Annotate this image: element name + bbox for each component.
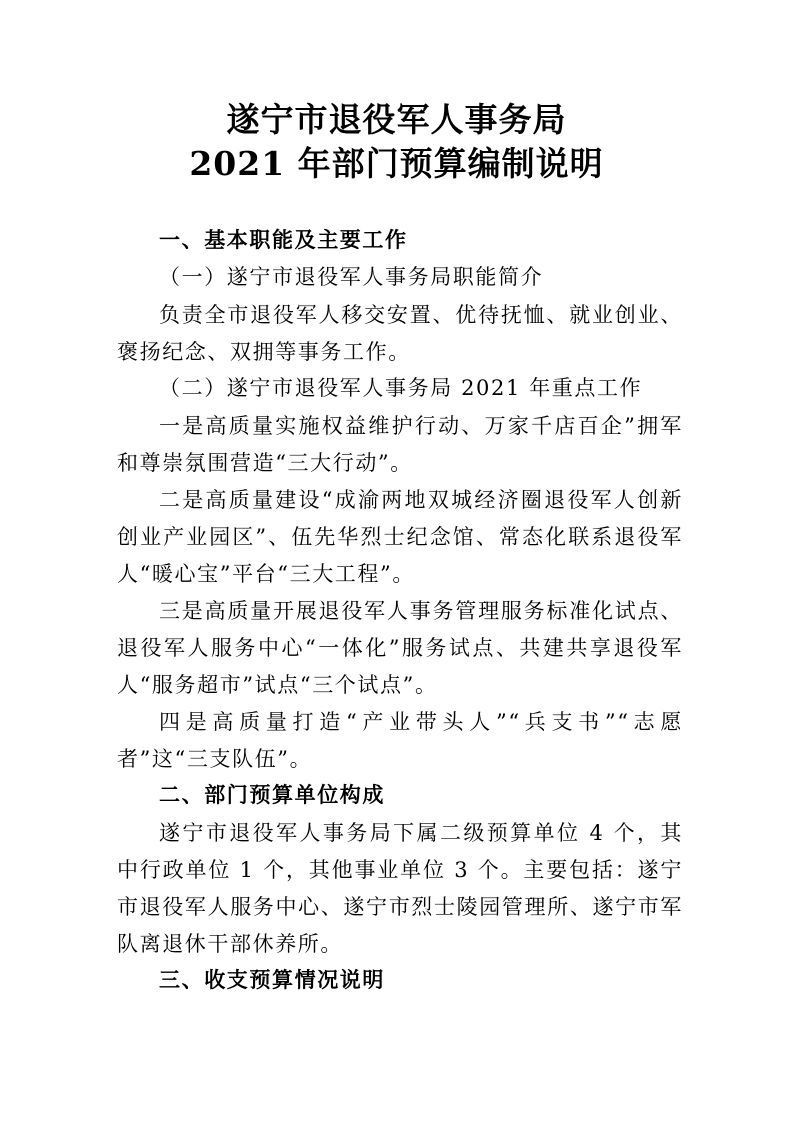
document-title-line1: 遂宁市退役军人事务局 xyxy=(226,100,567,139)
document-title-line2: 2021 年部门预算编制说明 xyxy=(189,144,604,183)
section1-paragraph-2: 二是高质量建设“成渝两地双城经济圈退役军人创新创业产业园区”、伍先华烈士纪念馆、常态化联系退役军人“暖心宝”平台“三大工程”。 xyxy=(117,488,683,586)
section2-paragraph: 遂宁市退役军人事务局下属二级预算单位 4 个，其中行政单位 1 个，其他事业单位 3 个。主要包括：遂宁市退役军人服务中心、遂宁市烈士陵园管理所、遂宁市军队离退休干部休养所。 xyxy=(117,821,683,956)
section1-sub1-paragraph: 负责全市退役军人移交安置、优待抚恤、就业创业、褒扬纪念、双拥等事务工作。 xyxy=(117,303,683,364)
section1-heading: 一、基本职能及主要工作 xyxy=(159,228,408,252)
document-body xyxy=(117,223,683,1000)
section1-sub2-heading: （二）遂宁市退役军人事务局 2021 年重点工作 xyxy=(159,376,643,400)
section1-paragraph-4: 四是高质量打造“产业带头人”“兵支书”“志愿者”这“三支队伍”。 xyxy=(117,710,683,771)
section1-paragraph-1: 一是高质量实施权益维护行动、万家千店百企”拥军和尊崇氛围营造“三大行动”。 xyxy=(117,414,683,475)
section1-sub1-heading: （一）遂宁市退役军人事务局职能简介 xyxy=(159,265,544,289)
section1-paragraph-3: 三是高质量开展退役军人事务管理服务标准化试点、退役军人服务中心“一体化”服务试点、共建共享退役军人“服务超市”试点“三个试点”。 xyxy=(117,599,683,697)
section3-heading: 三、收支预算情况说明 xyxy=(159,968,385,992)
section2-heading: 二、部门预算单位构成 xyxy=(159,783,385,807)
